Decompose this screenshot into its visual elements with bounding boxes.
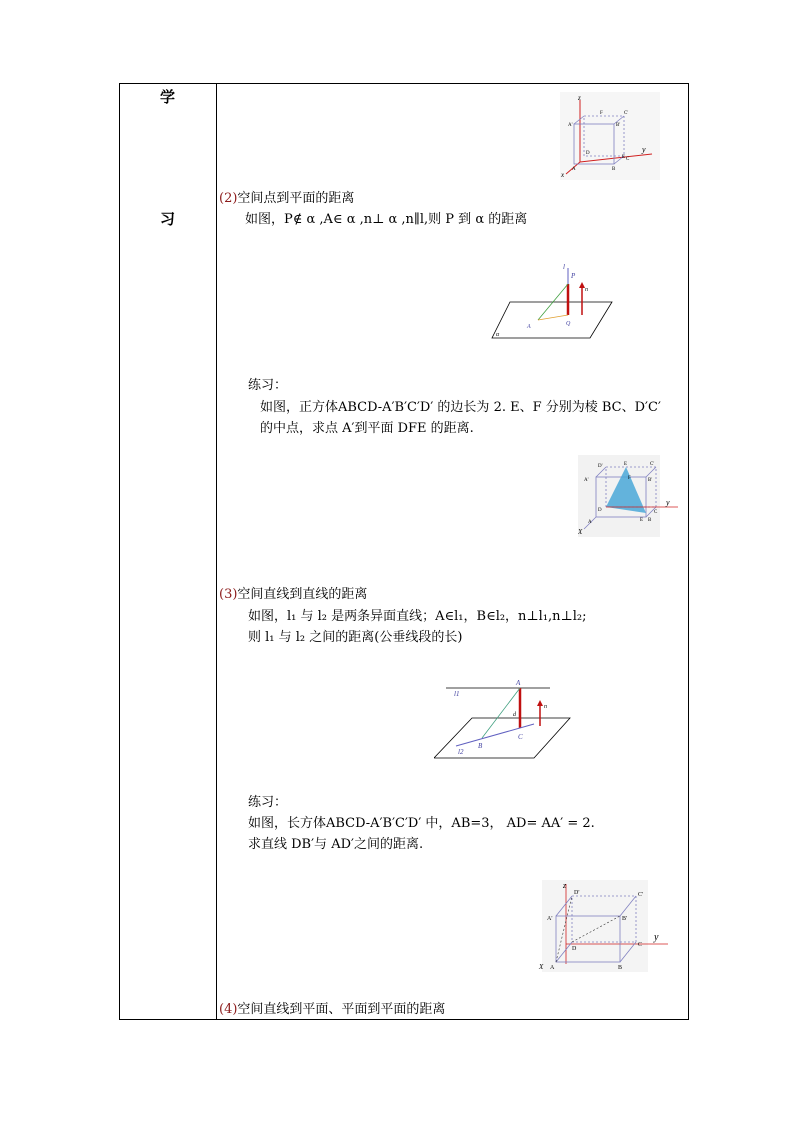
practice2-label: 练习： bbox=[248, 795, 288, 810]
column-divider bbox=[216, 83, 217, 1020]
svg-text:y: y bbox=[654, 932, 659, 943]
svg-text:d: d bbox=[513, 712, 516, 718]
svg-text:C': C' bbox=[638, 892, 644, 898]
svg-text:A: A bbox=[516, 679, 521, 687]
svg-text:A': A' bbox=[584, 478, 589, 483]
svg-text:X: X bbox=[539, 963, 544, 971]
practice1-line1: 如图，正方体ABCD-A′B′C′D′ 的边长为 2. E、F 分别为棱 BC、D′C′ bbox=[260, 400, 661, 415]
svg-text:C: C bbox=[638, 942, 643, 948]
practice2-line2: 求直线 DB′与 AD′之间的距离. bbox=[248, 837, 424, 852]
svg-text:A: A bbox=[572, 167, 576, 172]
svg-text:Q: Q bbox=[566, 321, 571, 327]
svg-text:C: C bbox=[518, 733, 523, 741]
svg-text:E: E bbox=[640, 518, 644, 523]
svg-text:E: E bbox=[622, 155, 626, 160]
skew-lines-figure bbox=[434, 676, 572, 761]
svg-text:B: B bbox=[618, 965, 623, 971]
svg-text:C': C' bbox=[624, 111, 629, 116]
svg-text:l1: l1 bbox=[454, 690, 460, 698]
section4-heading: (4)空间直线到平面、平面到平面的距离 bbox=[219, 1002, 446, 1017]
svg-text:P: P bbox=[571, 272, 576, 280]
svg-text:B: B bbox=[478, 742, 483, 750]
svg-text:B': B' bbox=[622, 916, 628, 922]
cube-triangle-figure bbox=[578, 455, 682, 537]
section3-heading: (3)空间直线到直线的距离 bbox=[219, 587, 368, 602]
section2-line1: 如图，P∉ α ,A∈ α ,n⊥ α ,n∥l,则 P 到 α 的距离 bbox=[245, 212, 528, 227]
svg-text:A: A bbox=[550, 965, 555, 971]
svg-text:F: F bbox=[628, 476, 631, 481]
svg-text:y: y bbox=[666, 498, 670, 507]
axis-x-label: x bbox=[561, 171, 565, 179]
svg-text:A': A' bbox=[568, 123, 573, 128]
svg-text:α: α bbox=[496, 332, 500, 338]
axis-z-label: z bbox=[578, 94, 581, 102]
svg-text:D': D' bbox=[574, 890, 580, 896]
sidebar-char-xue: 学 bbox=[160, 88, 176, 106]
svg-text:z: z bbox=[563, 881, 567, 890]
svg-text:B: B bbox=[648, 518, 652, 523]
svg-text:F: F bbox=[600, 111, 603, 116]
svg-text:C: C bbox=[654, 510, 658, 515]
practice1-label: 练习： bbox=[248, 378, 288, 393]
axis-y-label: y bbox=[642, 145, 646, 154]
practice2-line1: 如图，长方体ABCD-A′B′C′D′ 中，AB=3， AD= AA′ = 2. bbox=[248, 816, 595, 831]
svg-text:l2: l2 bbox=[458, 748, 464, 756]
sidebar-char-xi: 习 bbox=[160, 210, 176, 228]
svg-text:D': D' bbox=[598, 464, 603, 469]
svg-text:B: B bbox=[612, 167, 616, 172]
point-plane-figure bbox=[490, 260, 615, 345]
svg-text:n: n bbox=[544, 704, 547, 710]
section3-line2: 则 l₁ 与 l₂ 之间的距离(公垂线段的长) bbox=[248, 630, 463, 645]
svg-text:n: n bbox=[585, 287, 588, 293]
svg-text:A: A bbox=[588, 520, 592, 525]
svg-text:C: C bbox=[626, 157, 630, 162]
box-figure bbox=[536, 880, 670, 972]
svg-text:l: l bbox=[563, 263, 565, 271]
svg-text:B': B' bbox=[616, 123, 621, 128]
svg-text:D: D bbox=[572, 946, 577, 952]
practice1-line2: 的中点，求点 A′到平面 DFE 的距离. bbox=[260, 421, 474, 436]
section2-heading: (2)空间点到平面的距离 bbox=[219, 191, 355, 206]
cube-axes-figure bbox=[560, 92, 660, 180]
svg-text:A': A' bbox=[547, 916, 553, 922]
section3-line1: 如图，l₁ 与 l₂ 是两条异面直线；A∈l₁，B∈l₂，n⊥l₁,n⊥l₂; bbox=[248, 609, 587, 624]
svg-text:B': B' bbox=[648, 478, 653, 483]
svg-text:D: D bbox=[598, 508, 602, 513]
svg-text:C': C' bbox=[650, 462, 655, 467]
svg-text:E: E bbox=[624, 462, 628, 467]
svg-text:D: D bbox=[586, 151, 590, 156]
svg-text:A: A bbox=[527, 324, 531, 330]
svg-text:X: X bbox=[578, 528, 583, 536]
